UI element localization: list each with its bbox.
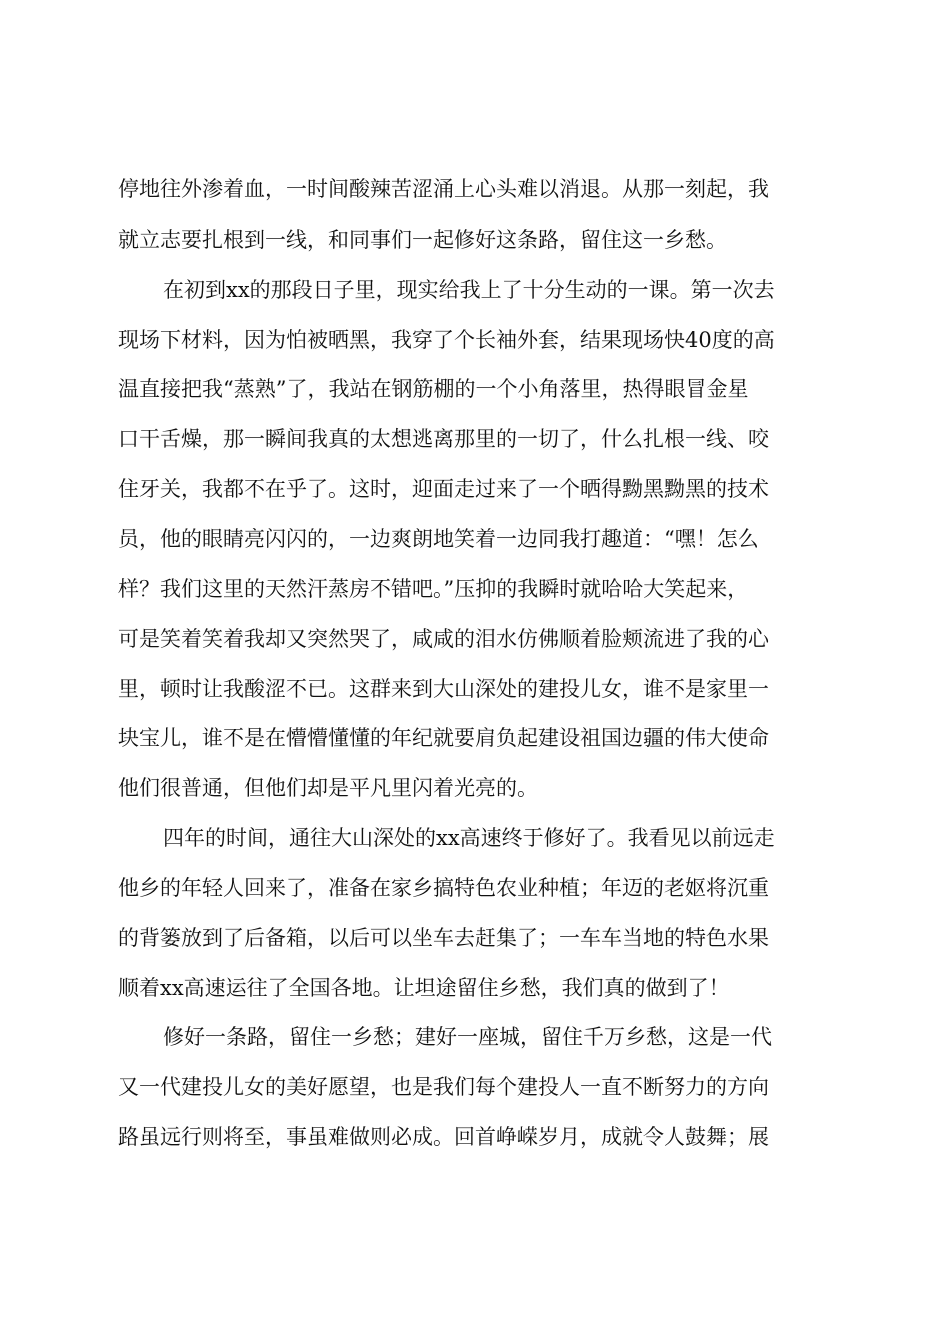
text-line-15: 他乡的年轻人回来了，准备在家乡搞特色农业种植；年迈的老妪将沉重 [118, 876, 769, 900]
text-line-2: 就立志要扎根到一线，和同事们一起修好这条路，留住这一乡愁。 [118, 228, 727, 252]
text-line-9: 样？我们这里的天然汗蒸房不错吧。”压抑的我瞬时就哈哈大笑起来， [118, 577, 749, 601]
text-line-3: 在初到xx的那段日子里，现实给我上了十分生动的一课。第一次去 [163, 278, 775, 302]
text-line-11: 里，顿时让我酸涩不已。这群来到大山深处的建投儿女，谁不是家里一 [118, 677, 769, 701]
text-line-5: 温直接把我“蒸熟”了，我站在钢筋棚的一个小角落里，热得眼冒金星 [118, 377, 749, 401]
text-line-1: 停地往外渗着血，一时间酸辣苦涩涌上心头难以消退。从那一刻起，我 [118, 177, 769, 201]
text-line-10: 可是笑着笑着我却又突然哭了，咸咸的泪水仿佛顺着脸颊流进了我的心 [118, 627, 769, 651]
text-line-20: 路虽远行则将至，事虽难做则必成。回首峥嵘岁月，成就令人鼓舞；展 [118, 1125, 769, 1149]
text-line-14: 四年的时间，通往大山深处的xx高速终于修好了。我看见以前远走 [163, 826, 775, 850]
text-line-6: 口干舌燥，那一瞬间我真的太想逃离那里的一切了，什么扎根一线、咬 [118, 427, 769, 451]
text-line-8: 员，他的眼睛亮闪闪的，一边爽朗地笑着一边同我打趣道：“嘿！怎么 [118, 527, 759, 551]
text-line-7: 住牙关，我都不在乎了。这时，迎面走过来了一个晒得黝黑黝黑的技术 [118, 477, 769, 501]
text-line-17: 顺着xx高速运往了全国各地。让坦途留住乡愁，我们真的做到了！ [118, 976, 730, 1000]
text-line-16: 的背篓放到了后备箱，以后可以坐车去赶集了；一车车当地的特色水果 [118, 926, 769, 950]
text-line-12: 块宝儿，谁不是在懵懵懂懂的年纪就要肩负起建设祖国边疆的伟大使命 [118, 726, 769, 750]
text-line-18: 修好一条路，留住一乡愁；建好一座城，留住千万乡愁，这是一代 [163, 1025, 772, 1049]
text-line-4: 现场下材料，因为怕被晒黑，我穿了个长袖外套，结果现场快40度的高 [118, 328, 775, 352]
text-line-19: 又一代建投儿女的美好愿望，也是我们每个建投人一直不断努力的方向 [118, 1075, 769, 1099]
text-line-13: 他们很普通，但他们却是平凡里闪着光亮的。 [118, 776, 538, 800]
